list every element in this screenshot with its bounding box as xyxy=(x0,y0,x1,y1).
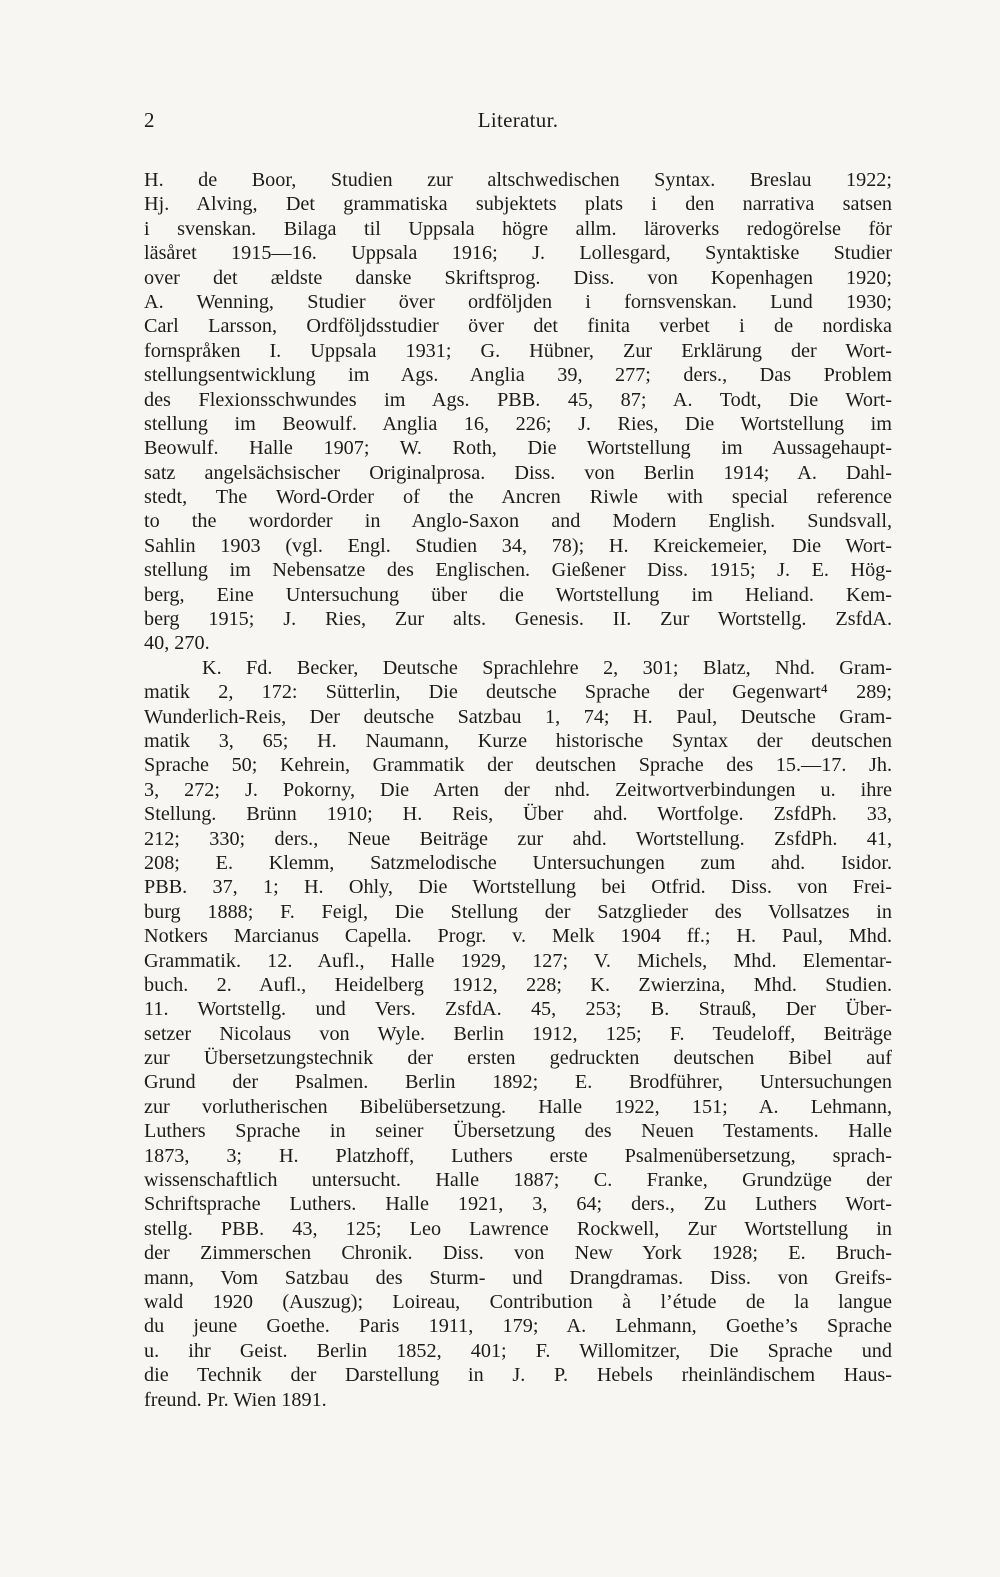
text-line: stellung im Beowulf. Anglia 16, 226; J. Ries, Die Wortstellung im xyxy=(144,412,892,435)
text-line: Sprache 50; Kehrein, Grammatik der deutschen Sprache des 15.—17. Jh. xyxy=(144,754,892,777)
text-line: läsåret 1915—16. Uppsala 1916; J. Lollesgard, Syntaktiske Studier xyxy=(144,242,892,265)
text-line: Beowulf. Halle 1907; W. Roth, Die Wortstellung im Aussagehaupt- xyxy=(144,437,892,460)
text-line: Wunderlich-Reis, Der deutsche Satzbau 1, 74; H. Paul, Deutsche Gram- xyxy=(144,705,892,728)
text-line: Hj. Alving, Det grammatiska subjektets plats i den narrativa satsen xyxy=(144,193,892,216)
text-line: wissenschaftlich untersucht. Halle 1887; C. Franke, Grundzüge der xyxy=(144,1169,892,1192)
text-line: der Zimmerschen Chronik. Diss. von New York 1928; E. Bruch- xyxy=(144,1242,892,1265)
text-line: du jeune Goethe. Paris 1911, 179; A. Lehmann, Goethe’s Sprache xyxy=(144,1315,892,1338)
text-line: die Technik der Darstellung in J. P. Hebels rheinländischem Haus- xyxy=(144,1364,892,1387)
text-line: Grammatik. 12. Aufl., Halle 1929, 127; V. Michels, Mhd. Elementar- xyxy=(144,949,892,972)
running-head: Literatur. xyxy=(477,108,559,132)
text-line: PBB. 37, 1; H. Ohly, Die Wortstellung bei Otfrid. Diss. von Frei- xyxy=(144,876,892,899)
text-line: 3, 272; J. Pokorny, Die Arten der nhd. Zeitwortverbindungen u. ihre xyxy=(144,778,892,801)
text-line: 40, 270. xyxy=(144,632,210,655)
text-line: berg 1915; J. Ries, Zur alts. Genesis. II. Zur Wortstellg. ZsfdA. xyxy=(144,608,892,631)
page-header xyxy=(144,108,892,138)
text-line: H. de Boor, Studien zur altschwedischen Syntax. Breslau 1922; xyxy=(144,169,892,191)
text-line: i svenskan. Bilaga til Uppsala högre allm. läroverks redogörelse för xyxy=(144,217,892,240)
text-line: Sahlin 1903 (vgl. Engl. Studien 34, 78); H. Kreickemeier, Die Wort- xyxy=(144,534,892,557)
text-line: matik 2, 172: Sütterlin, Die deutsche Sprache der Gegenwart⁴ 289; xyxy=(144,681,892,704)
text-line: Carl Larsson, Ordföljdsstudier över det finita verbet i de nordiska xyxy=(144,315,892,338)
text-line: 208; E. Klemm, Satzmelodische Untersuchungen zum ahd. Isidor. xyxy=(144,851,892,874)
text-line: stellung im Nebensatze des Englischen. Gießener Diss. 1915; J. E. Hög- xyxy=(144,559,892,582)
page-number: 2 xyxy=(144,108,155,132)
text-line: to the wordorder in Anglo-Saxon and Modern English. Sundsvall, xyxy=(144,510,892,533)
text-line: Grund der Psalmen. Berlin 1892; E. Brodführer, Untersuchungen xyxy=(144,1071,892,1094)
text-line: Luthers Sprache in seiner Übersetzung des Neuen Testaments. Halle xyxy=(144,1120,892,1143)
text-line: over det ældste danske Skriftsprog. Diss. von Kopenhagen 1920; xyxy=(144,266,892,289)
text-line: Schriftsprache Luthers. Halle 1921, 3, 64; ders., Zu Luthers Wort- xyxy=(144,1193,892,1216)
text-line: freund. Pr. Wien 1891. xyxy=(144,1388,327,1411)
text-line: fornspråken I. Uppsala 1931; G. Hübner, Zur Erklärung der Wort- xyxy=(144,339,892,362)
bibliography-paragraph xyxy=(144,168,892,656)
text-line: 212; 330; ders., Neue Beiträge zur ahd. Wortstellung. ZsfdPh. 41, xyxy=(144,827,892,850)
text-line: 1873, 3; H. Platzhoff, Luthers erste Psalmenübersetzung, sprach- xyxy=(144,1144,892,1167)
bibliography-paragraph xyxy=(144,656,892,1412)
text-line: A. Wenning, Studier över ordföljden i fornsvenskan. Lund 1930; xyxy=(144,290,892,313)
text-line: wald 1920 (Auszug); Loireau, Contribution à l’étude de la langue xyxy=(144,1290,892,1313)
bibliography-body xyxy=(144,168,892,1412)
text-line: stellg. PBB. 43, 125; Leo Lawrence Rockwell, Zur Wortstellung in xyxy=(144,1217,892,1240)
text-line: 11. Wortstellg. und Vers. ZsfdA. 45, 253; B. Strauß, Der Über- xyxy=(144,998,892,1021)
text-line: K. Fd. Becker, Deutsche Sprachlehre 2, 301; Blatz, Nhd. Gram- xyxy=(202,656,892,679)
text-line: Notkers Marcianus Capella. Progr. v. Melk 1904 ff.; H. Paul, Mhd. xyxy=(144,925,892,948)
text-line: zur vorlutherischen Bibelübersetzung. Halle 1922, 151; A. Lehmann, xyxy=(144,1095,892,1118)
text-line: Stellung. Brünn 1910; H. Reis, Über ahd. Wortfolge. ZsfdPh. 33, xyxy=(144,803,892,826)
text-line: stellungsentwicklung im Ags. Anglia 39, 277; ders., Das Problem xyxy=(144,364,892,387)
text-line: u. ihr Geist. Berlin 1852, 401; F. Willomitzer, Die Sprache und xyxy=(144,1339,892,1362)
text-line: burg 1888; F. Feigl, Die Stellung der Satzglieder des Vollsatzes in xyxy=(144,900,892,923)
text-line: stedt, The Word-Order of the Ancren Riwle with special reference xyxy=(144,486,892,509)
text-line: zur Übersetzungstechnik der ersten gedruckten deutschen Bibel auf xyxy=(144,1047,892,1070)
text-line: matik 3, 65; H. Naumann, Kurze historische Syntax der deutschen xyxy=(144,729,892,752)
text-line: berg, Eine Untersuchung über die Wortstellung im Heliand. Kem- xyxy=(144,583,892,606)
text-line: satz angelsächsischer Originalprosa. Diss. von Berlin 1914; A. Dahl- xyxy=(144,461,892,484)
text-line: setzer Nicolaus von Wyle. Berlin 1912, 125; F. Teudeloff, Beiträge xyxy=(144,1022,892,1045)
text-line: des Flexionsschwundes im Ags. PBB. 45, 87; A. Todt, Die Wort- xyxy=(144,388,892,411)
text-line: mann, Vom Satzbau des Sturm- und Drangdramas. Diss. von Greifs- xyxy=(144,1266,892,1289)
text-line: buch. 2. Aufl., Heidelberg 1912, 228; K. Zwierzina, Mhd. Studien. xyxy=(144,973,892,996)
